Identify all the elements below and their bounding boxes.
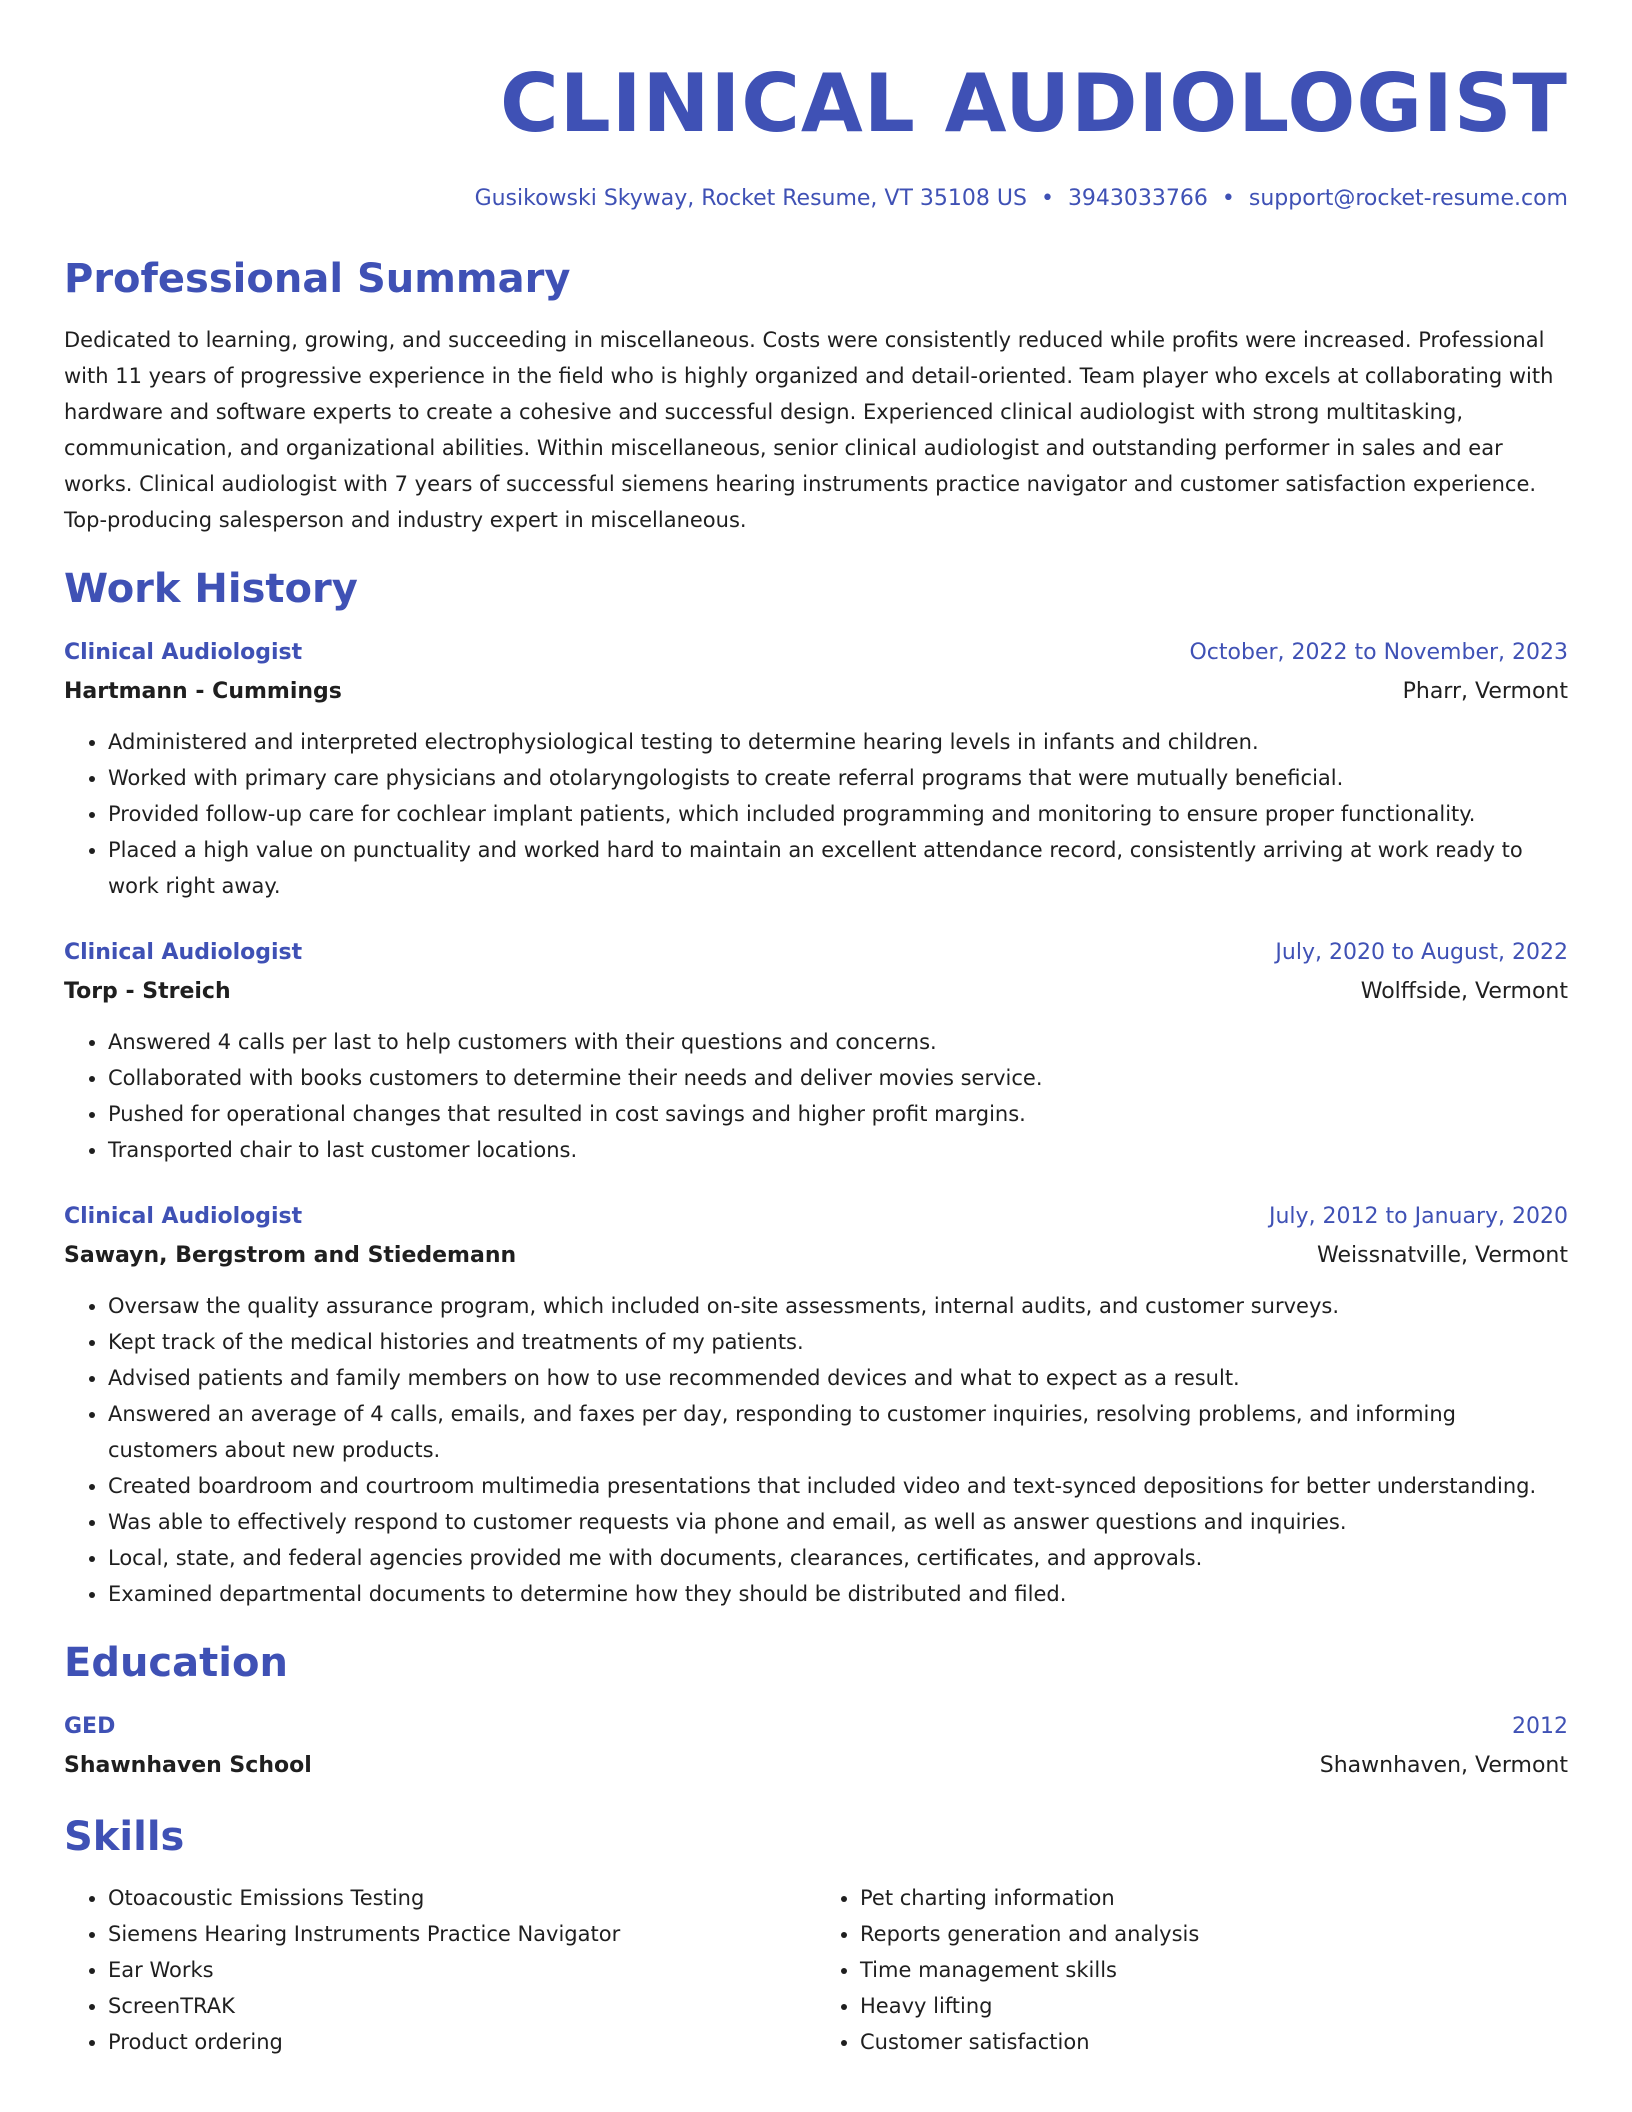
skills-list-right	[816, 1880, 1568, 2060]
education-section	[64, 1638, 1568, 1786]
resume-name: CLINICAL AUDIOLOGIST	[500, 57, 1568, 150]
job-bullet: • Kept track of the medical histories and treatments of my patients.	[108, 1324, 1568, 1360]
job-bullet: • Local, state, and federal agencies provided me with documents, clearances, certificates, and approvals.	[108, 1540, 1568, 1576]
job-dates: July, 2012 to January, 2020	[1269, 1204, 1568, 1229]
skills-title: Skills	[64, 1814, 185, 1860]
job-bullets	[64, 1288, 1568, 1612]
skill-item: • Pet charting information	[860, 1880, 1568, 1916]
skill-item: • Heavy lifting	[860, 1988, 1568, 2024]
job-bullets	[64, 724, 1568, 904]
skill-item: • Customer satisfaction	[860, 2024, 1568, 2060]
job-dates: July, 2020 to August, 2022	[1275, 940, 1568, 965]
job-bullet: • Advised patients and family members on how to use recommended devices and what to expect as a result.	[108, 1360, 1568, 1396]
skills-list-left	[64, 1880, 816, 2060]
resume-header	[64, 56, 1568, 214]
job-bullet: • Created boardroom and courtroom multimedia presentations that included video and text-synced depositions for better understanding.	[108, 1468, 1568, 1504]
job-bullets	[64, 1024, 1568, 1168]
skill-item: • Ear Works	[108, 1952, 816, 1988]
job-bullet: • Placed a high value on punctuality and worked hard to maintain an excellent attendance record, consistently arriving at work ready to work right away.	[108, 832, 1568, 904]
contact-line	[64, 184, 1568, 214]
job-location: Pharr, Vermont	[1402, 679, 1568, 704]
job-bullet: • Provided follow-up care for cochlear implant patients, which included programming and monitoring to ensure proper functionality.	[108, 796, 1568, 832]
job-bullet: • Pushed for operational changes that resulted in cost savings and higher profit margins.	[108, 1096, 1568, 1132]
skill-item: • Reports generation and analysis	[860, 1916, 1568, 1952]
job-bullet: • Was able to effectively respond to customer requests via phone and email, as well as answer questions and inquiries.	[108, 1504, 1568, 1540]
job-bullet: • Oversaw the quality assurance program, which included on-site assessments, internal audits, and customer surveys.	[108, 1288, 1568, 1324]
job-bullet: • Administered and interpreted electrophysiological testing to determine hearing levels in infants and children.	[108, 724, 1568, 760]
job-bullet: • Worked with primary care physicians and otolaryngologists to create referral programs that were mutually beneficial.	[108, 760, 1568, 796]
summary-text: Dedicated to learning, growing, and succeeding in miscellaneous. Costs were consistently reduced while profits were increased. Professional with 11 years of progressive experience in the field who is highly organized and detail-oriented. Team player who excels at collaborating with hardware and software experts to create a cohesive and successful design. Experienced clinical audiologist with strong multitasking, communication, and organizational abilities. Within miscellaneous, senior clinical audiologist and outstanding performer in sales and ear works. Clinical audiologist with 7 years of successful siemens hearing instruments practice navigator and customer satisfaction experience. Top-producing salesperson and industry expert in miscellaneous.	[64, 328, 1554, 532]
skill-item: • Otoacoustic Emissions Testing	[108, 1880, 816, 1916]
job-title: Clinical Audiologist	[64, 640, 303, 665]
job-company: Torp - Streich	[64, 979, 231, 1004]
job-bullet: • Answered an average of 4 calls, emails, and faxes per day, responding to customer inquiries, resolving problems, and informing customers about new products.	[108, 1396, 1568, 1468]
job-bullet: • Transported chair to last customer locations.	[108, 1132, 1568, 1168]
work-history-title: Work History	[64, 566, 358, 612]
skill-item: • Siemens Hearing Instruments Practice Navigator	[108, 1916, 816, 1952]
education-location: Shawnhaven, Vermont	[1319, 1753, 1568, 1778]
summary-title: Professional Summary	[64, 256, 571, 302]
skills-grid	[64, 1880, 1568, 2060]
job-title: Clinical Audiologist	[64, 1204, 303, 1229]
job-entry	[64, 1198, 1568, 1612]
job-bullet: • Examined departmental documents to determine how they should be distributed and filed.	[108, 1576, 1568, 1612]
contact-separator: •	[1040, 186, 1054, 211]
contact-email: support@rocket-resume.com	[1248, 186, 1568, 211]
education-year: 2012	[1512, 1714, 1568, 1739]
job-location: Wolffside, Vermont	[1360, 979, 1568, 1004]
contact-separator: •	[1221, 186, 1235, 211]
education-entry	[64, 1708, 1568, 1786]
job-entry	[64, 634, 1568, 904]
job-title: Clinical Audiologist	[64, 940, 303, 965]
skill-item: • Time management skills	[860, 1952, 1568, 1988]
job-bullet: • Collaborated with books customers to determine their needs and deliver movies service.	[108, 1060, 1568, 1096]
job-bullet: • Answered 4 calls per last to help customers with their questions and concerns.	[108, 1024, 1568, 1060]
job-dates: October, 2022 to November, 2023	[1189, 640, 1568, 665]
contact-address: Gusikowski Skyway, Rocket Resume, VT 35108 US	[474, 186, 1027, 211]
job-company: Sawayn, Bergstrom and Stiedemann	[64, 1243, 517, 1268]
skill-item: • Product ordering	[108, 2024, 816, 2060]
education-title: Education	[64, 1640, 288, 1686]
education-school: Shawnhaven School	[64, 1753, 312, 1778]
summary-section	[64, 254, 1568, 538]
job-entry	[64, 934, 1568, 1168]
education-degree: GED	[64, 1714, 116, 1739]
contact-phone: 3943033766	[1067, 186, 1208, 211]
job-company: Hartmann - Cummings	[64, 679, 342, 704]
skill-item: • ScreenTRAK	[108, 1988, 816, 2024]
skills-section	[64, 1812, 1568, 2060]
work-history-section	[64, 564, 1568, 1612]
job-location: Weissnatville, Vermont	[1317, 1243, 1568, 1268]
